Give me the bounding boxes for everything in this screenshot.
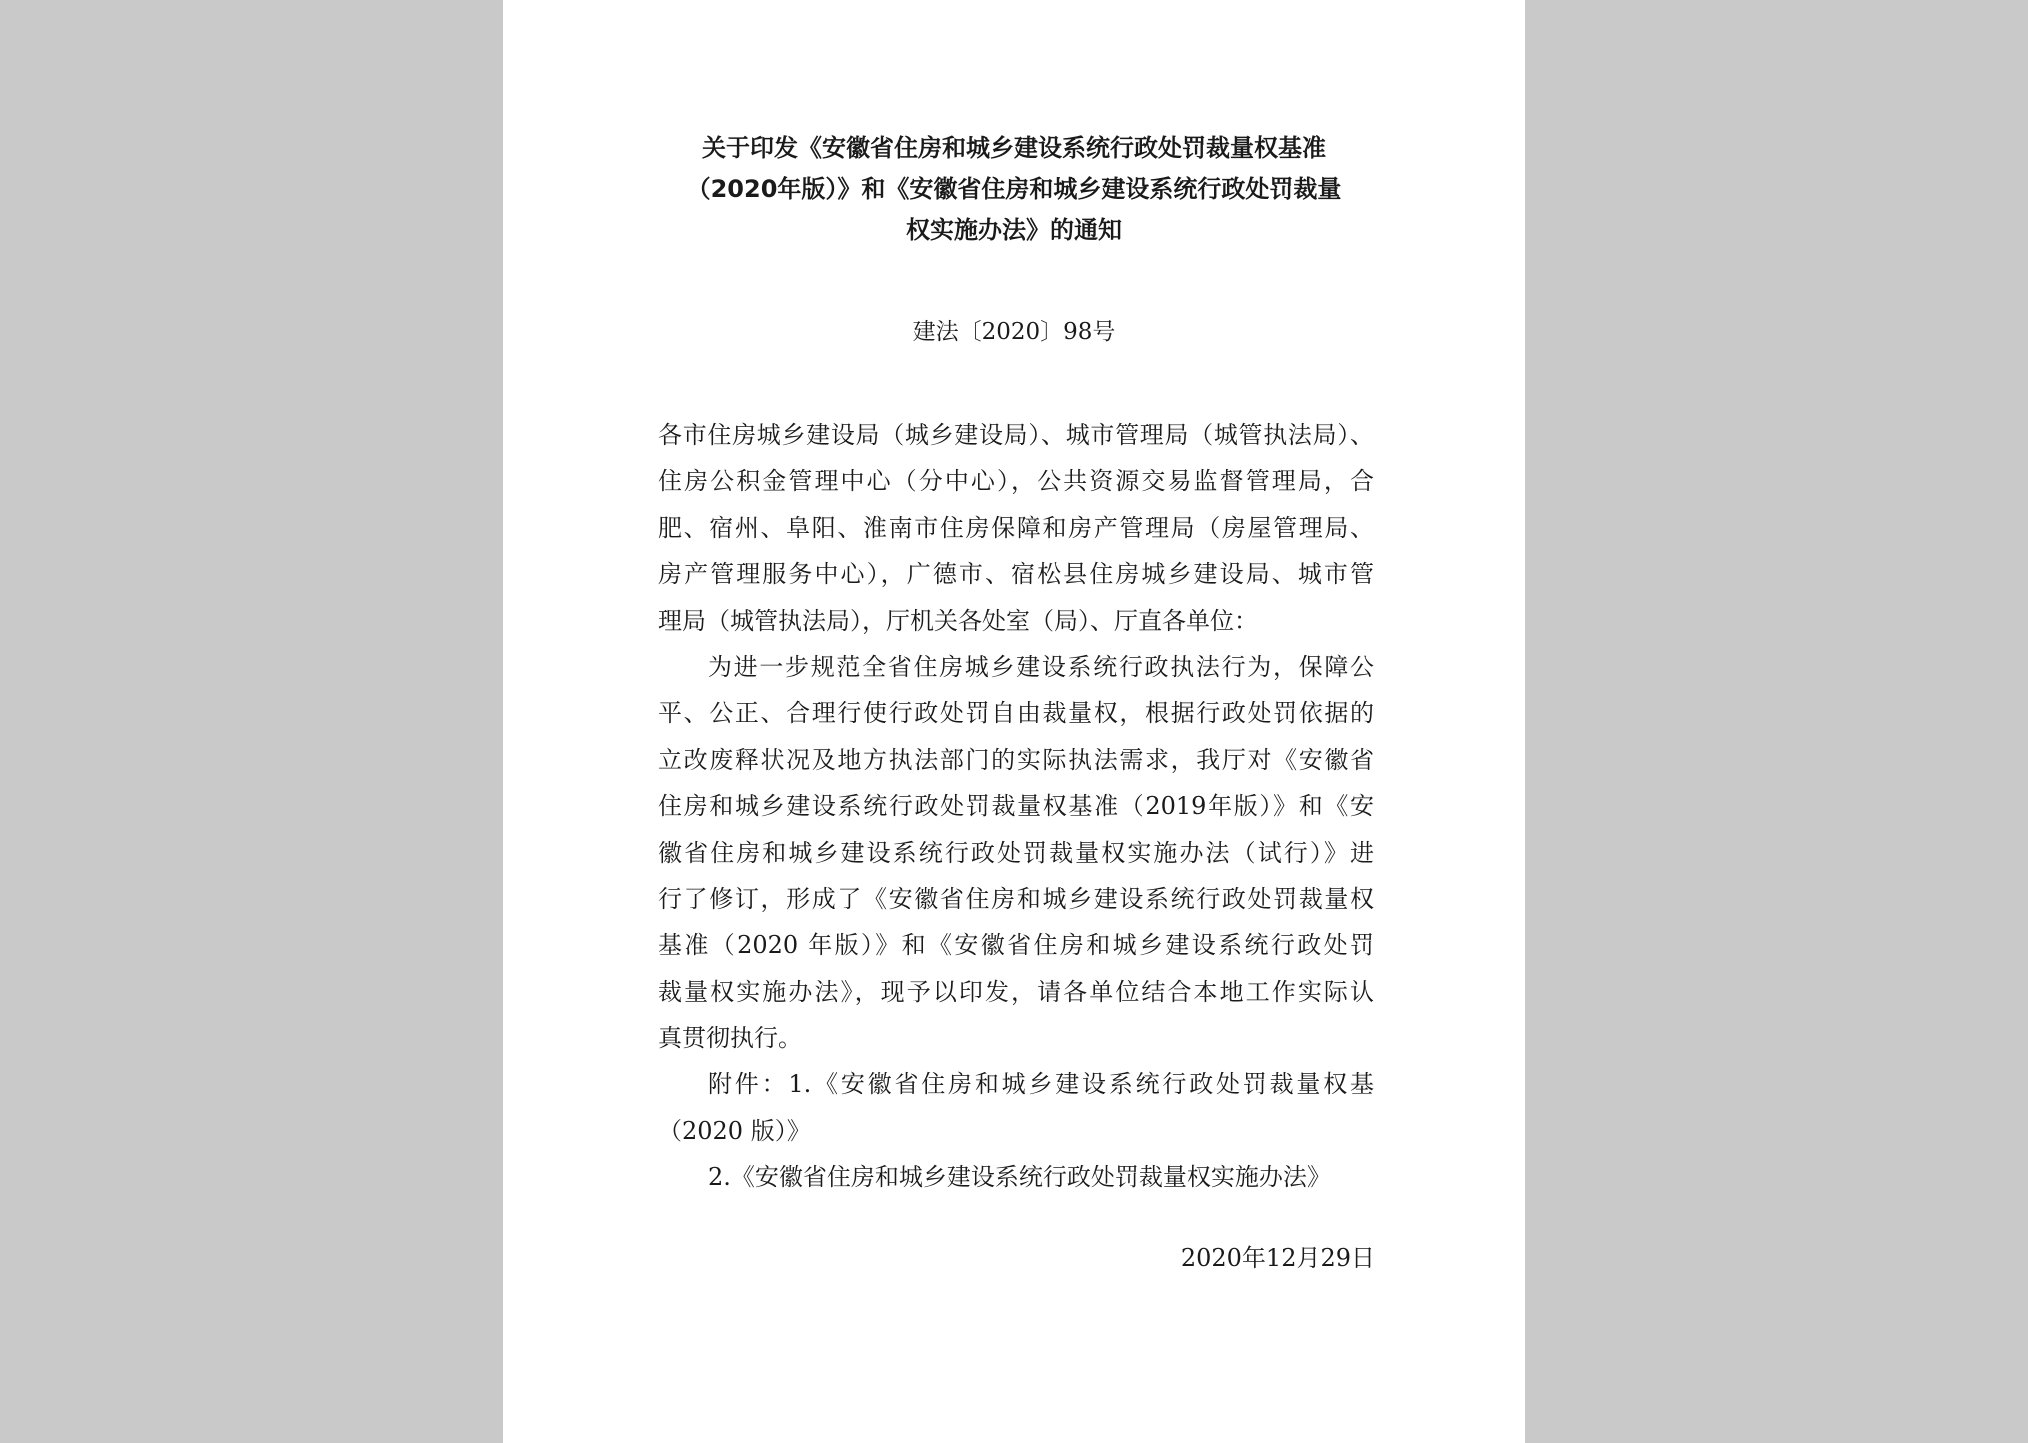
document-date: 2020年12月29日	[1180, 1244, 1375, 1272]
addressee-line: 各市住房城乡建设局（城乡建设局）、城市管理局（城管执法局）、	[658, 421, 1374, 449]
body-line: 平、公正、合理行使行政处罚自由裁量权，根据行政处罚依据的	[658, 699, 1374, 728]
body-line: 为进一步规范全省住房城乡建设系统行政执法行为，保障公	[708, 652, 1374, 681]
addressee-line: 肥、宿州、阜阳、淮南市住房保障和房产管理局（房屋管理局、	[658, 513, 1374, 542]
body-line: 行了修订，形成了《安徽省住房和城乡建设系统行政处罚裁量权	[658, 884, 1374, 913]
body-paragraph	[658, 644, 1374, 1062]
title-line: 关于印发《安徽省住房和城乡建设系统行政处罚裁量权基准	[702, 134, 1326, 162]
document-body	[658, 412, 1374, 1201]
attachment-line: （2020 版）》	[658, 1116, 811, 1145]
attachment-block	[658, 1061, 1374, 1200]
attachment-line: 2.《安徽省住房和城乡建设系统行政处罚裁量权实施办法》	[708, 1163, 1331, 1192]
body-line: 徽省住房和城乡建设系统行政处罚裁量权实施办法（试行）》进	[658, 838, 1374, 867]
body-line: 真贯彻执行。	[658, 1024, 802, 1053]
attachment-line: 附件：1.《安徽省住房和城乡建设系统行政处罚裁量权基	[708, 1070, 1374, 1099]
document-number: 建法〔2020〕98号	[912, 319, 1116, 345]
body-line: 住房和城乡建设系统行政处罚裁量权基准（2019年版）》和《安	[658, 792, 1374, 821]
addressee-line: 房产管理服务中心），广德市、宿松县住房城乡建设局、城市管	[658, 560, 1374, 589]
title-line: （2020年版）》和《安徽省住房和城乡建设系统行政处罚裁量	[686, 175, 1342, 203]
document-page	[503, 0, 1525, 1443]
addressee-block	[658, 412, 1374, 644]
body-line: 基准（2020 年版）》和《安徽省住房和城乡建设系统行政处罚	[658, 931, 1374, 960]
body-line: 立改废释状况及地方执法部门的实际执法需求，我厅对《安徽省	[658, 745, 1374, 774]
document-title	[653, 128, 1375, 251]
addressee-line: 理局（城管执法局），厅机关各处室（局）、厅直各单位：	[658, 606, 1258, 635]
addressee-line: 住房公积金管理中心（分中心），公共资源交易监督管理局，合	[658, 467, 1374, 496]
body-line: 裁量权实施办法》，现予以印发，请各单位结合本地工作实际认	[658, 977, 1374, 1006]
title-line: 权实施办法》的通知	[906, 216, 1122, 244]
